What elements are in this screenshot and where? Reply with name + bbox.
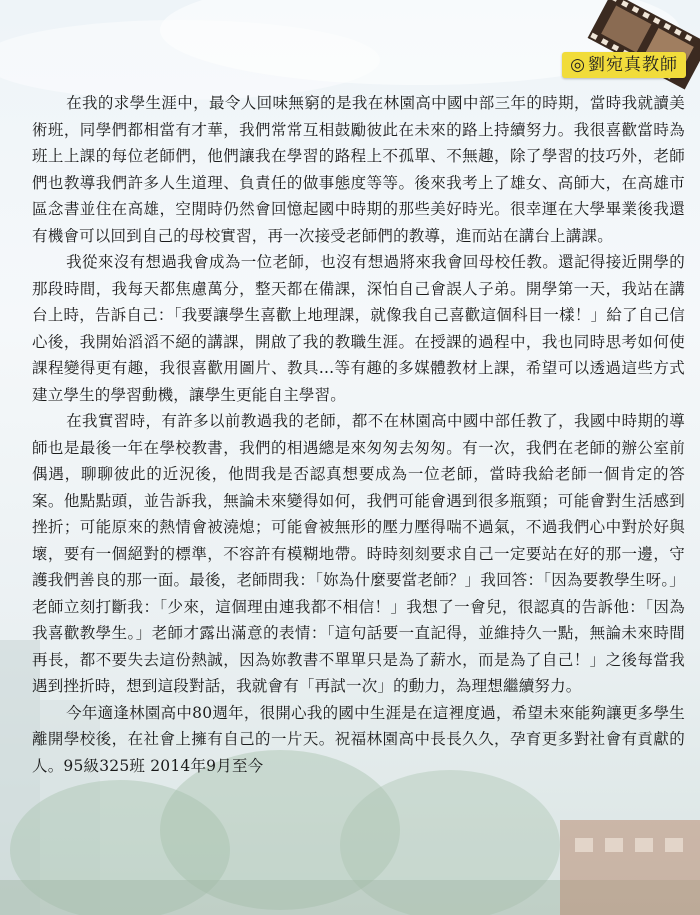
- author-name: 劉宛真教師: [588, 55, 678, 75]
- author-mark: ◎: [570, 55, 586, 75]
- paragraph-1: 在我的求學生涯中，最令人回味無窮的是我在林園高中國中部三年的時期，當時我就讀美術班，同學們都相當有才華，我們常常互相鼓勵彼此在未來的路上持續努力。我很喜歡當時為班上上課的每位老師們，他們讓我在學習的路程上不孤單、不無趣，除了學習的技巧外，老師們也教導我們許多人生道理、負責任的做事態度等等。後來我考上了雄女、高師大，在高雄市區念書並住在高雄，空閒時仍然會回憶起國中時期的那些美好時光。很幸運在大學畢業後我還有機會可以回到自己的母校實習，再一次接受老師們的教導，進而站在講台上講課。: [32, 94, 685, 245]
- author-tag: [562, 52, 686, 78]
- paragraph-3: 在我實習時，有許多以前教過我的老師，都不在林園高中國中部任教了，我國中時期的導師也是最後一年在學校教書，我們的相遇總是來匆匆去匆匆。有一次，我們在老師的辦公室前偶遇，聊聊彼此的近況後，他問我是否認真想要成為一位老師，當時我給老師一個肯定的答案。他點點頭，並告訴我，無論未來變得如何，我們可能會遇到很多瓶頸；可能會對生活感到挫折；可能原來的熱情會被澆熄；可能會被無形的壓力壓得喘不過氣，不過我們心中對於好與壞，要有一個絕對的標準，不容許有模糊地帶。時時刻刻要求自己一定要站在好的那一邊，守護我們善良的那一面。最後，老師問我：「妳為什麼要當老師？」我回答：「因為要教學生呀。」老師立刻打斷我：「少來，這個理由連我都不相信！」我想了一會兒，很認真的告訴他：「因為我喜歡教學生。」老師才露出滿意的表情：「這句話要一直記得，並維持久一點，無論未來時間再長，都不要失去這份熱誠，因為妳教書不單單只是為了薪水，而是為了自己！」之後每當我遇到挫折時，想到這段對話，我就會有「再試一次」的動力，為理想繼續努力。: [32, 412, 685, 695]
- paragraph-2: 我從來沒有想過我會成為一位老師，也沒有想過將來我會回母校任教。還記得接近開學的那段時間，我每天都焦慮萬分，整天都在備課，深怕自己會誤人子弟。開學第一天，我站在講台上時，告訴自己：「我要讓學生喜歡上地理課，就像我自己喜歡這個科目一樣！」給了自己信心後，我開始滔滔不絕的講課，開啟了我的教職生涯。在授課的過程中，我也同時思考如何使課程變得更有趣，我很喜歡用圖片、教具...等有趣的多媒體教材上課，希望可以透過這些方式建立學生的學習動機，讓學生更能自主學習。: [32, 253, 685, 404]
- paragraph-4: 今年適逢林園高中80週年，很開心我的國中生涯是在這裡度過，希望未來能夠讓更多學生離開學校後，在社會上擁有自己的一片天。祝福林園高中長長久久，孕育更多對社會有貢獻的人。95級325班 2014年9月至今: [32, 703, 685, 775]
- essay-body: [32, 90, 685, 779]
